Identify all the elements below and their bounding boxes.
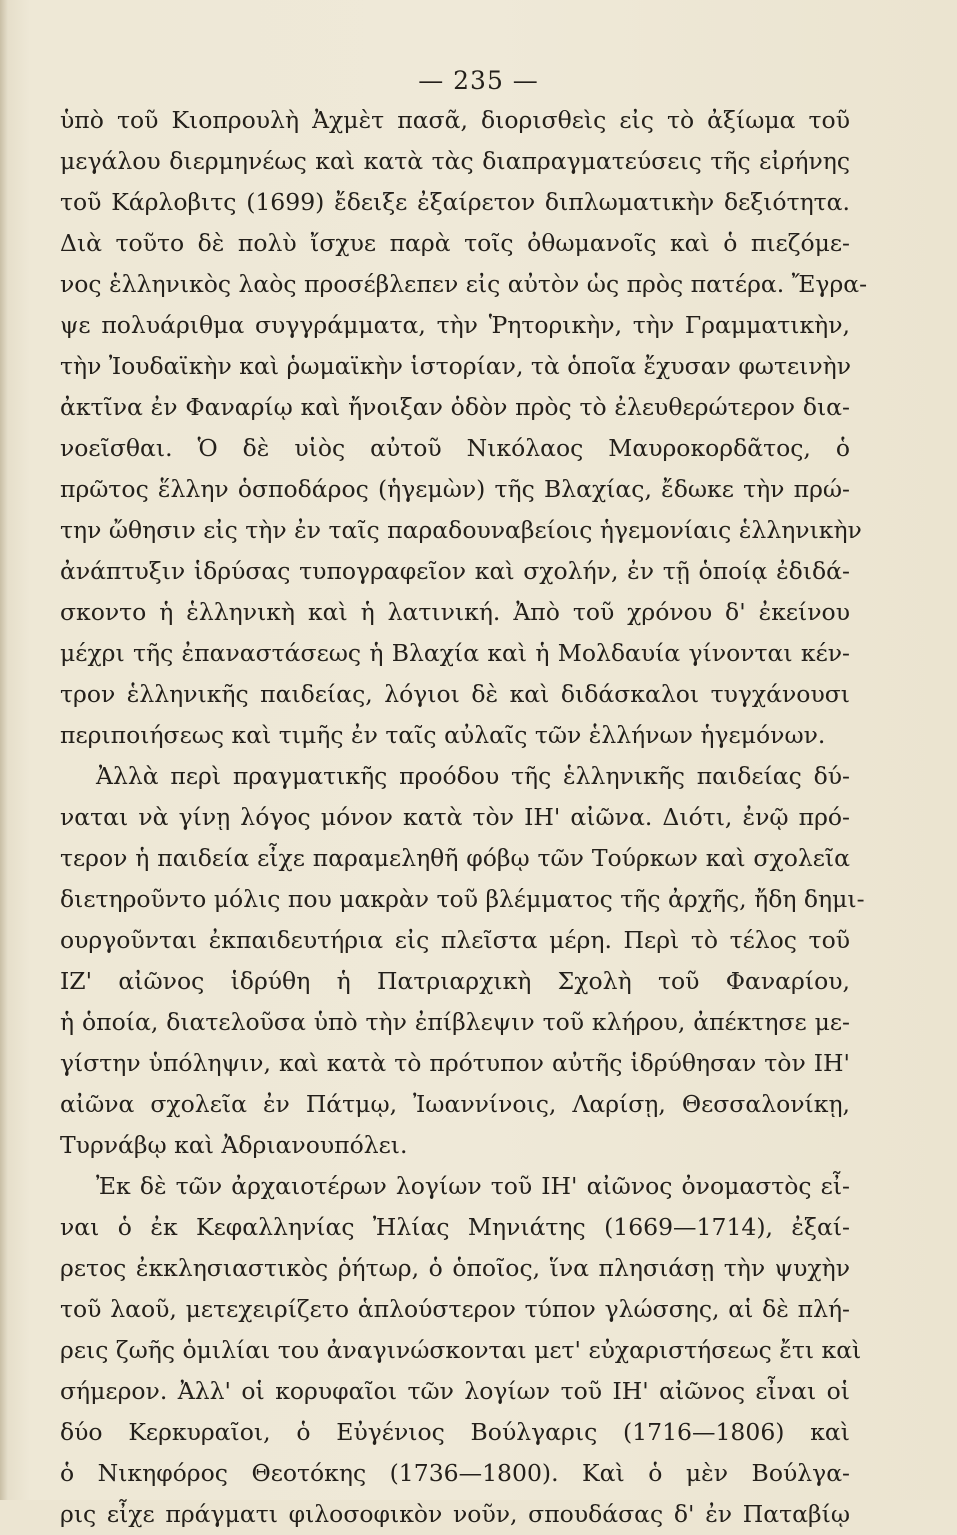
text-line: νοεῖσθαι. Ὁ δὲ υἱὸς αὐτοῦ Νικόλαος Μαυροκορδᾶτος, ὁ [60, 434, 850, 462]
text-line: Ἐκ δὲ τῶν ἀρχαιοτέρων λογίων τοῦ ΙΗ' αἰῶνος ὀνομαστὸς εἶ- [96, 1172, 850, 1200]
text-line: ὑπὸ τοῦ Κιοπρουλὴ Ἀχμὲτ πασᾶ, διορισθεὶς εἰς τὸ ἀξίωμα τοῦ [60, 106, 850, 134]
text-line: ρεις ζωῆς ὁμιλίαι του ἀναγινώσκονται μετ' εὐχαριστήσεως ἔτι καὶ [60, 1336, 862, 1364]
text-line: πρῶτος ἕλλην ὁσποδάρος (ἡγεμὼν) τῆς Βλαχίας, ἔδωκε τὴν πρώ- [60, 475, 850, 503]
text-line: ὁ Νικηφόρος Θεοτόκης (1736—1800). Καὶ ὁ μὲν Βούλγα- [60, 1459, 850, 1487]
text-line: διετηροῦντο μόλις που μακρὰν τοῦ βλέμματος τῆς ἀρχῆς, ἤδη δημι- [60, 885, 865, 913]
text-line: τοῦ Κάρλοβιτς (1699) ἔδειξε ἐξαίρετον διπλωματικὴν δεξιότητα. [60, 188, 850, 216]
text-line: ψε πολυάριθμα συγγράμματα, τὴν Ῥητορικὴν, τὴν Γραμματικὴν, [60, 311, 850, 339]
text-line: μέχρι τῆς ἐπαναστάσεως ἡ Βλαχία καὶ ἡ Μολδαυία γίνονται κέν- [60, 639, 850, 667]
text-line: δύο Κερκυραῖοι, ὁ Εὐγένιος Βούλγαρις (1716—1806) καὶ [60, 1418, 850, 1446]
text-line: σκοντο ἡ ἑλληνικὴ καὶ ἡ λατινική. Ἀπὸ τοῦ χρόνου δ' ἐκείνου [60, 598, 850, 626]
text-line: ρετος ἐκκλησιαστικὸς ῥήτωρ, ὁ ὁποῖος, ἵνα πλησιάσῃ τὴν ψυχὴν [60, 1254, 850, 1282]
text-line: γίστην ὑπόληψιν, καὶ κατὰ τὸ πρότυπον αὐτῆς ἱδρύθησαν τὸν ΙΗ' [60, 1049, 850, 1077]
text-line: την ὤθησιν εἰς τὴν ἐν ταῖς παραδουναβείοις ἡγεμονίαις ἑλληνικὴν [60, 516, 862, 544]
text-line: τοῦ λαοῦ, μετεχειρίζετο ἁπλούστερον τύπον γλώσσης, αἱ δὲ πλή- [60, 1295, 850, 1323]
text-line: αἰῶνα σχολεῖα ἐν Πάτμῳ, Ἰωαννίνοις, Λαρίσῃ, Θεσσαλονίκῃ, [60, 1090, 850, 1118]
text-line: τρον ἑλληνικῆς παιδείας, λόγιοι δὲ καὶ διδάσκαλοι τυγχάνουσι [60, 680, 850, 708]
text-line: ἡ ὁποία, διατελοῦσα ὑπὸ τὴν ἐπίβλεψιν τοῦ κλήρου, ἀπέκτησε με- [60, 1008, 850, 1036]
text-line: μεγάλου διερμηνέως καὶ κατὰ τὰς διαπραγματεύσεις τῆς εἰρήνης [60, 147, 850, 175]
text-line: τερον ἡ παιδεία εἶχε παραμεληθῆ φόβῳ τῶν Τούρκων καὶ σχολεῖα [60, 844, 850, 872]
page-number: — 235 — [418, 66, 539, 95]
text-line: Διὰ τοῦτο δὲ πολὺ ἴσχυε παρὰ τοῖς ὀθωμανοῖς καὶ ὁ πιεζόμε- [60, 229, 850, 257]
text-line: ἀνάπτυξιν ἱδρύσας τυπογραφεῖον καὶ σχολήν, ἐν τῇ ὁποίᾳ ἐδιδά- [60, 557, 850, 585]
text-line: ρις εἶχε πράγματι φιλοσοφικὸν νοῦν, σπουδάσας δ' ἐν Παταβίῳ [60, 1500, 850, 1528]
text-line: ΙΖ' αἰῶνος ἱδρύθη ἡ Πατριαρχικὴ Σχολὴ τοῦ Φαναρίου, [60, 967, 850, 995]
text-line: ουργοῦνται ἐκπαιδευτήρια εἰς πλεῖστα μέρη. Περὶ τὸ τέλος τοῦ [60, 926, 850, 954]
text-line: ἀκτῖνα ἐν Φαναρίῳ καὶ ἤνοιξαν ὁδὸν πρὸς τὸ ἐλευθερώτερον δια- [60, 393, 850, 421]
text-line: σήμερον. Ἀλλ' οἱ κορυφαῖοι τῶν λογίων τοῦ ΙΗ' αἰῶνος εἶναι οἱ [60, 1377, 850, 1405]
text-line: ναι ὁ ἐκ Κεφαλληνίας Ἠλίας Μηνιάτης (1669—1714), ἐξαί- [60, 1213, 850, 1241]
text-line: ναται νὰ γίνῃ λόγος μόνον κατὰ τὸν ΙΗ' αἰῶνα. Διότι, ἐνῷ πρό- [60, 803, 850, 831]
body-text [60, 100, 868, 1535]
text-line: Ἀλλὰ περὶ πραγματικῆς προόδου τῆς ἑλληνικῆς παιδείας δύ- [96, 762, 850, 790]
text-line: τὴν Ἰουδαϊκὴν καὶ ῥωμαϊκὴν ἱστορίαν, τὰ ὁποῖα ἔχυσαν φωτεινὴν [60, 352, 851, 380]
page-spine-shadow [0, 0, 8, 1500]
text-line: νος ἑλληνικὸς λαὸς προσέβλεπεν εἰς αὐτὸν ὡς πρὸς πατέρα. Ἔγρα- [60, 270, 868, 298]
text-line: περιποιήσεως καὶ τιμῆς ἐν ταῖς αὐλαῖς τῶν ἑλλήνων ἡγεμόνων. [60, 721, 826, 749]
text-line: Τυρνάβῳ καὶ Ἀδριανουπόλει. [60, 1131, 408, 1159]
